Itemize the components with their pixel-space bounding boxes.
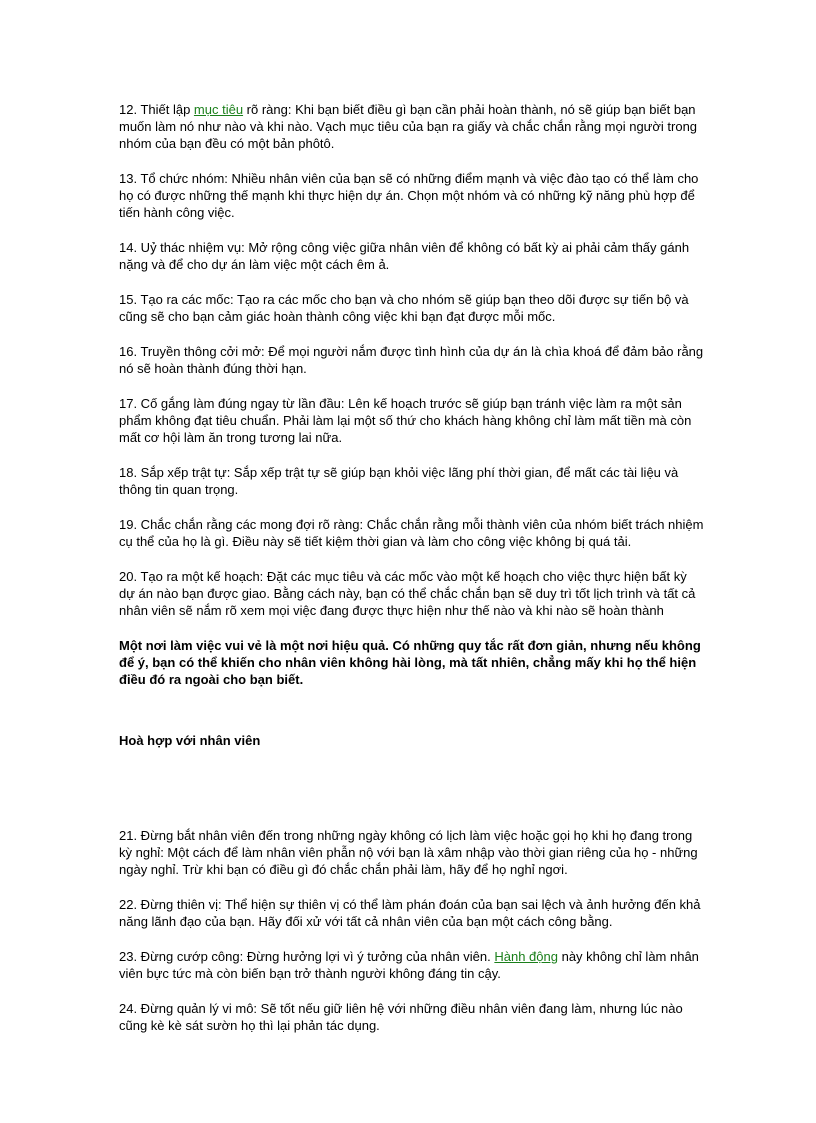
document-page [119, 101, 704, 1052]
section-heading: Hoà hợp với nhân viên [119, 733, 261, 748]
paragraph-15: 15. Tạo ra các mốc: Tạo ra các mốc cho bạn và cho nhóm sẽ giúp bạn theo dõi được sự tiến bộ và cũng sẽ cho bạn cảm giác hoàn thành công việc khi bạn đạt được mỗi mốc. [119, 292, 689, 324]
paragraph-20: 20. Tạo ra một kế hoạch: Đặt các mục tiêu và các mốc vào một kế hoạch cho việc thực hiện bất kỳ dự án nào bạn được giao. Bằng cách này, bạn có thể chắc chắn bạn sẽ duy trì tốt lịch trình và tất cả nhân viên sẽ nắm rõ xem mọi việc đang được thực hiện như thế nào và khi nào sẽ hoàn thành [119, 569, 696, 618]
paragraph-19: 19. Chắc chắn rằng các mong đợi rõ ràng: Chắc chắn rằng mỗi thành viên của nhóm biết trách nhiệm cụ thể của họ là gì. Điều này sẽ tiết kiệm thời gian và làm cho công việc không bị quá tải. [119, 517, 704, 549]
paragraph-22: 22. Đừng thiên vị: Thể hiện sự thiên vị có thể làm phán đoán của bạn sai lệch và ảnh hưởng đến khả năng lãnh đạo của bạn. Hãy đối xử với tất cả nhân viên của bạn một cách công bằng. [119, 897, 701, 929]
paragraph-23-pre: 23. Đừng cướp công: Đừng hưởng lợi vì ý tưởng của nhân viên. [119, 949, 495, 964]
hanh-dong-link[interactable]: Hành động [494, 949, 558, 964]
paragraph-24: 24. Đừng quản lý vi mô: Sẽ tốt nếu giữ liên hệ với những điều nhân viên đang làm, nhưng lúc nào cũng kè kè sát sườn họ thì lại phản tác dụng. [119, 1001, 683, 1033]
paragraph-14: 14. Uỷ thác nhiệm vụ: Mở rộng công việc giữa nhân viên để không có bất kỳ ai phải cảm thấy gánh nặng và để cho dự án làm việc một cách êm ả. [119, 240, 690, 272]
paragraph-12-post: rõ ràng: Khi bạn biết điều gì bạn cần phải hoàn thành, nó sẽ giúp bạn biết bạn muốn làm nó như nào và khi nào. Vạch mục tiêu của bạn ra giấy và chắc chắn rằng mọi người trong nhóm của bạn đều có một bản phôtô. [119, 102, 698, 151]
bold-intro-paragraph: Một nơi làm việc vui vẻ là một nơi hiệu quả. Có những quy tắc rất đơn giản, nhưng nếu không để ý, bạn có thể khiến cho nhân viên không hài lòng, mà tất nhiên, chẳng mấy khi họ thể hiện điều đó ra ngoài cho bạn biết. [119, 638, 701, 687]
paragraph-16: 16. Truyền thông cởi mở: Để mọi người nắm được tình hình của dự án là chìa khoá để đảm bảo rằng nó sẽ hoàn thành đúng thời hạn. [119, 344, 704, 376]
paragraph-17: 17. Cố gắng làm đúng ngay từ lần đầu: Lên kế hoạch trước sẽ giúp bạn tránh việc làm ra một sản phẩm không đạt tiêu chuẩn. Phải làm lại một số thứ cho khách hàng không chỉ làm mất tiền mà còn mất cơ hội làm ăn trong tương lai nữa. [119, 396, 692, 445]
paragraph-23-post: này không chỉ làm nhân viên bực tức mà còn biến bạn trở thành người không đáng tin cậy. [119, 949, 699, 981]
paragraph-21: 21. Đừng bắt nhân viên đến trong những ngày không có lịch làm việc hoặc gọi họ khi họ đang trong kỳ nghỉ: Một cách để làm nhân viên phẫn nộ với bạn là xâm nhập vào thời gian riêng của họ - những ngày nghỉ. Trừ khi bạn có điều gì đó chắc chắn phải làm, hãy để họ nghỉ ngơi. [119, 828, 698, 877]
muc-tieu-link[interactable]: mục tiêu [193, 102, 244, 117]
paragraph-12 [119, 101, 704, 152]
paragraph-13: 13. Tổ chức nhóm: Nhiều nhân viên của bạn sẽ có những điểm mạnh và việc đào tạo có thể làm cho họ có được những thế mạnh khi thực hiện dự án. Chọn một nhóm và có những kỹ năng phù hợp để tiến hành công việc. [119, 171, 699, 220]
paragraph-23 [119, 948, 704, 982]
paragraph-18: 18. Sắp xếp trật tự: Sắp xếp trật tự sẽ giúp bạn khỏi việc lãng phí thời gian, để mất các tài liệu và thông tin quan trọng. [119, 465, 679, 497]
paragraph-12-pre: 12. Thiết lập [119, 102, 194, 117]
